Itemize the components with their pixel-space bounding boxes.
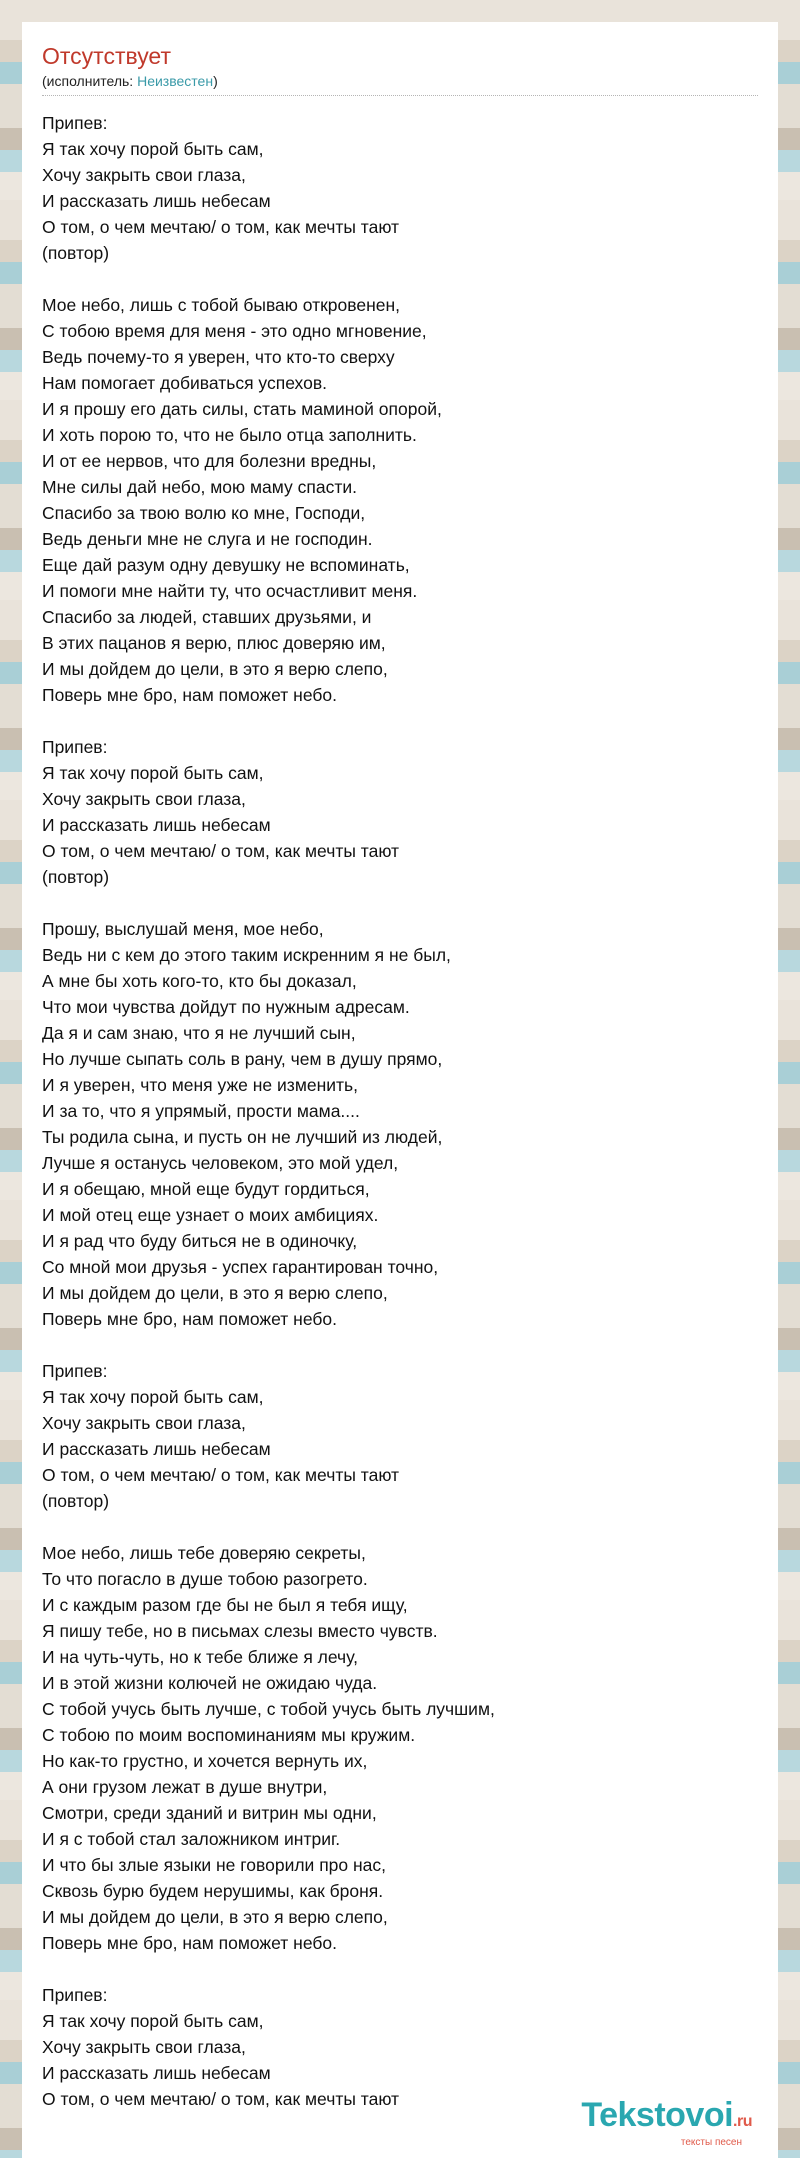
lyric-line: Но как-то грустно, и хочется вернуть их, [42, 1751, 368, 1771]
lyric-blank-line [42, 266, 758, 292]
lyric-line: Прошу, выслушай меня, мое небо, [42, 919, 324, 939]
lyric-line: И рассказать лишь небесам [42, 191, 271, 211]
lyric-blank-line [42, 708, 758, 734]
logo-tld: .ru [733, 2113, 752, 2130]
lyric-line: Хочу закрыть свои глаза, [42, 789, 246, 809]
artist-prefix: (исполнитель: [42, 73, 138, 89]
lyric-line: И мы дойдем до цели, в это я верю слепо, [42, 1283, 388, 1303]
lyric-line: Еще дай разум одну девушку не вспоминать, [42, 555, 410, 575]
lyric-line: Ведь почему-то я уверен, что кто-то сверху [42, 347, 395, 367]
lyric-line: И рассказать лишь небесам [42, 1439, 271, 1459]
lyric-line: (повтор) [42, 1491, 110, 1511]
song-title: Отсутствует [42, 43, 171, 69]
lyric-line: Мне силы дай небо, мою маму спасти. [42, 477, 357, 497]
lyric-line: Я так хочу порой быть сам, [42, 763, 264, 783]
lyric-line: Ведь деньги мне не слуга и не господин. [42, 529, 373, 549]
lyric-line: И что бы злые языки не говорили про нас, [42, 1855, 387, 1875]
lyric-line: Лучше я останусь человеком, это мой удел, [42, 1153, 399, 1173]
lyric-line: И помоги мне найти ту, что осчастливит меня. [42, 581, 418, 601]
lyric-line: О том, о чем мечтаю/ о том, как мечты тают [42, 217, 400, 237]
lyric-line: И за то, что я упрямый, прости мама.... [42, 1101, 360, 1121]
lyric-line: (повтор) [42, 867, 110, 887]
lyric-line: Спасибо за твою волю ко мне, Господи, [42, 503, 366, 523]
lyric-line: С тобою время для меня - это одно мгновение, [42, 321, 427, 341]
lyric-line: То что погасло в душе тобою разогрето. [42, 1569, 368, 1589]
lyric-line: О том, о чем мечтаю/ о том, как мечты тают [42, 841, 400, 861]
lyric-line: Я так хочу порой быть сам, [42, 139, 264, 159]
lyric-line: Хочу закрыть свои глаза, [42, 1413, 246, 1433]
lyric-line: Сквозь бурю будем нерушимы, как броня. [42, 1881, 384, 1901]
lyric-line: Нам помогает добиваться успехов. [42, 373, 327, 393]
lyric-line: (повтор) [42, 243, 110, 263]
lyric-line: В этих пацанов я верю, плюс доверяю им, [42, 633, 386, 653]
logo-tagline: тексты песен [680, 2137, 742, 2148]
lyric-line: Припев: [42, 1985, 108, 2005]
lyric-line: О том, о чем мечтаю/ о том, как мечты тают [42, 2089, 400, 2109]
lyric-line: Поверь мне бро, нам поможет небо. [42, 1309, 337, 1329]
title-divider [42, 95, 758, 96]
lyric-line: Поверь мне бро, нам поможет небо. [42, 685, 337, 705]
lyric-line: И хоть порою то, что не было отца заполнить. [42, 425, 417, 445]
lyric-line: Припев: [42, 1361, 108, 1381]
artist-suffix: ) [213, 73, 218, 89]
lyric-line: Я так хочу порой быть сам, [42, 1387, 264, 1407]
lyric-line: И я уверен, что меня уже не изменить, [42, 1075, 359, 1095]
lyric-line: Поверь мне бро, нам поможет небо. [42, 1933, 337, 1953]
lyric-line: Ты родила сына, и пусть он не лучший из людей, [42, 1127, 443, 1147]
lyric-line: С тобой учусь быть лучше, с тобой учусь быть лучшим, [42, 1699, 495, 1719]
site-logo[interactable] [581, 2098, 752, 2148]
logo-name: Tekstovoi [581, 2096, 734, 2134]
lyric-line: Хочу закрыть свои глаза, [42, 165, 246, 185]
lyric-line: И я с тобой стал заложником интриг. [42, 1829, 341, 1849]
lyric-blank-line [42, 890, 758, 916]
lyric-line: И мой отец еще узнает о моих амбициях. [42, 1205, 379, 1225]
lyric-line: И от ее нервов, что для болезни вредны, [42, 451, 377, 471]
lyric-line: Со мной мои друзья - успех гарантирован точно, [42, 1257, 439, 1277]
lyric-line: С тобою по моим воспоминаниям мы кружим. [42, 1725, 416, 1745]
lyric-line: И в этой жизни колючей не ожидаю чуда. [42, 1673, 378, 1693]
lyric-line: Спасибо за людей, ставших друзьями, и [42, 607, 372, 627]
lyric-line: Припев: [42, 737, 108, 757]
lyric-line: И с каждым разом где бы не был я тебя ищу, [42, 1595, 408, 1615]
lyric-line: И рассказать лишь небесам [42, 815, 271, 835]
lyric-blank-line [42, 1956, 758, 1982]
lyric-line: Хочу закрыть свои глаза, [42, 2037, 246, 2057]
lyric-line: И мы дойдем до цели, в это я верю слепо, [42, 659, 388, 679]
lyric-line: Да я и сам знаю, что я не лучший сын, [42, 1023, 356, 1043]
lyric-line: О том, о чем мечтаю/ о том, как мечты тают [42, 1465, 400, 1485]
lyric-line: Я так хочу порой быть сам, [42, 2011, 264, 2031]
artist-link[interactable]: Неизвестен [137, 73, 214, 89]
lyric-line: И мы дойдем до цели, в это я верю слепо, [42, 1907, 388, 1927]
lyric-line: Но лучше сыпать соль в рану, чем в душу прямо, [42, 1049, 443, 1069]
lyric-line: Что мои чувства дойдут по нужным адресам. [42, 997, 410, 1017]
lyric-line: И на чуть-чуть, но к тебе ближе я лечу, [42, 1647, 359, 1667]
lyrics-card [22, 22, 778, 2158]
lyric-line: И я прошу его дать силы, стать маминой опорой, [42, 399, 442, 419]
lyric-line: Мое небо, лишь с тобой бываю откровенен, [42, 295, 401, 315]
lyric-line: А они грузом лежат в душе внутри, [42, 1777, 328, 1797]
lyric-line: Ведь ни с кем до этого таким искренним я не был, [42, 945, 451, 965]
lyric-blank-line [42, 1332, 758, 1358]
lyric-line: И я рад что буду биться не в одиночку, [42, 1231, 358, 1251]
lyric-line: Смотри, среди зданий и витрин мы одни, [42, 1803, 377, 1823]
artist-line [42, 72, 758, 90]
lyric-line: Я пишу тебе, но в письмах слезы вместо чувств. [42, 1621, 438, 1641]
lyric-blank-line [42, 1514, 758, 1540]
lyrics-text [42, 110, 758, 2112]
lyric-line: Мое небо, лишь тебе доверяю секреты, [42, 1543, 366, 1563]
lyric-line: Припев: [42, 113, 108, 133]
lyric-line: А мне бы хоть кого-то, кто бы доказал, [42, 971, 357, 991]
lyric-line: И рассказать лишь небесам [42, 2063, 271, 2083]
lyric-line: И я обещаю, мной еще будут гордиться, [42, 1179, 370, 1199]
